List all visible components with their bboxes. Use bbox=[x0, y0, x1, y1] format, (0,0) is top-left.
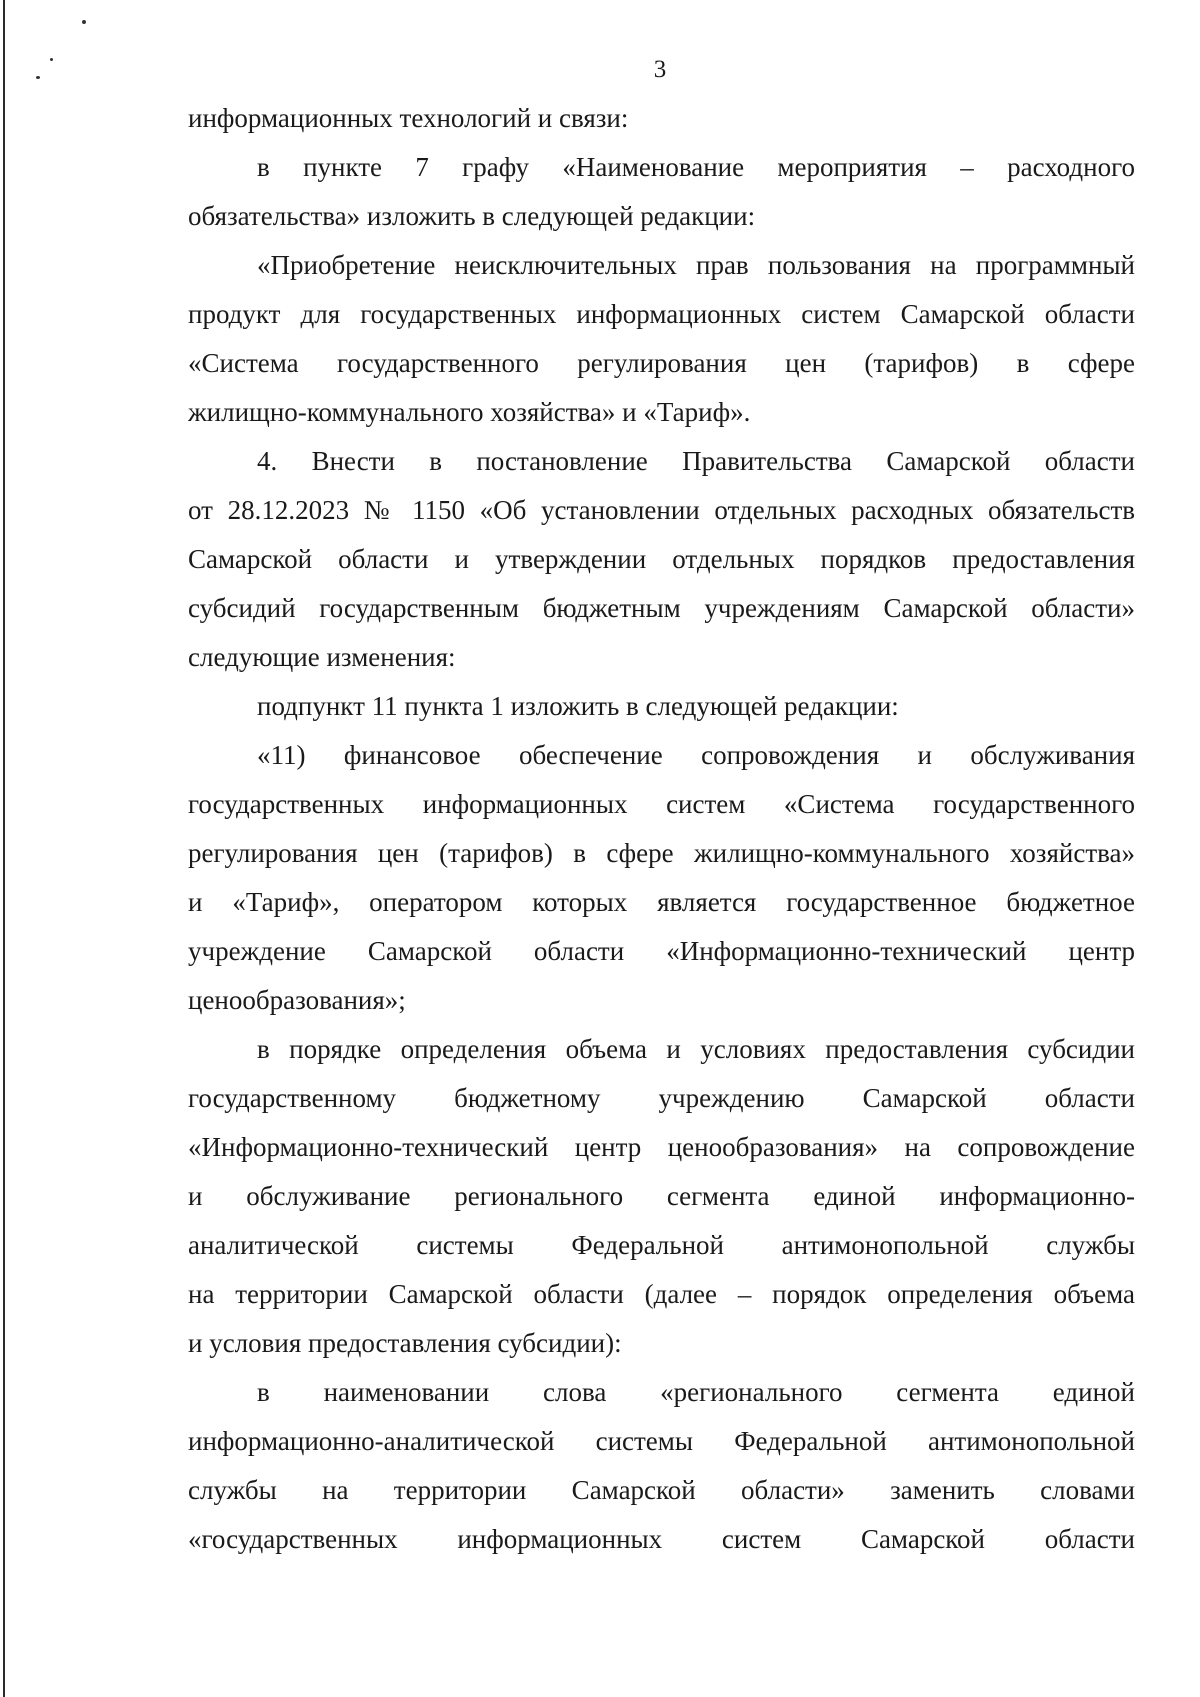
text-line: 4. Внести в постановление Правительства Самарской области bbox=[257, 446, 1135, 476]
text-line: учреждение Самарской области «Информационно-технический центр bbox=[188, 936, 1135, 966]
text-line: в порядке определения объема и условиях предоставления субсидии bbox=[257, 1034, 1135, 1064]
text-line: подпункт 11 пункта 1 изложить в следующей редакции: bbox=[257, 691, 899, 721]
text-line: информационно-аналитической системы Федеральной антимонопольной bbox=[188, 1426, 1135, 1456]
text-line: службы на территории Самарской области» заменить словами bbox=[188, 1475, 1135, 1505]
text-line: регулирования цен (тарифов) в сфере жилищно-коммунального хозяйства» bbox=[188, 838, 1135, 868]
text-line: жилищно-коммунального хозяйства» и «Тариф». bbox=[188, 397, 751, 427]
text-line: «Приобретение неисключительных прав пользования на программный bbox=[257, 250, 1135, 280]
text-line: «Информационно-технический центр ценообразования» на сопровождение bbox=[188, 1132, 1135, 1162]
text-line: «11) финансовое обеспечение сопровождения и обслуживания bbox=[257, 740, 1135, 770]
scan-left-edge bbox=[3, 0, 5, 1697]
text-line: «государственных информационных систем Самарской области bbox=[188, 1524, 1135, 1554]
text-line: продукт для государственных информационных систем Самарской области bbox=[188, 299, 1135, 329]
text-line: в пункте 7 графу «Наименование мероприятия – расходного bbox=[257, 152, 1135, 182]
document-body bbox=[188, 94, 1135, 1564]
text-line: и «Тариф», оператором которых является государственное бюджетное bbox=[188, 887, 1135, 917]
text-line: государственных информационных систем «Система государственного bbox=[188, 789, 1135, 819]
text-line: от 28.12.2023 № 1150 «Об установлении отдельных расходных обязательств bbox=[188, 495, 1135, 525]
text-line: и условия предоставления субсидии): bbox=[188, 1328, 622, 1358]
page-number: 3 bbox=[653, 56, 667, 83]
text-line: субсидий государственным бюджетным учреждениям Самарской области» bbox=[188, 593, 1135, 623]
text-line: ценообразования»; bbox=[188, 985, 406, 1015]
text-line: государственному бюджетному учреждению Самарской области bbox=[188, 1083, 1135, 1113]
text-line: и обслуживание регионального сегмента единой информационно- bbox=[188, 1181, 1135, 1211]
scan-speck bbox=[82, 20, 86, 24]
text-line: следующие изменения: bbox=[188, 642, 456, 672]
text-line: Самарской области и утверждении отдельных порядков предоставления bbox=[188, 544, 1135, 574]
text-line: аналитической системы Федеральной антимонопольной службы bbox=[188, 1230, 1135, 1260]
text-line: информационных технологий и связи: bbox=[188, 103, 629, 133]
text-line: «Система государственного регулирования цен (тарифов) в сфере bbox=[188, 348, 1135, 378]
text-line: в наименовании слова «регионального сегмента единой bbox=[257, 1377, 1135, 1407]
text-line: на территории Самарской области (далее – порядок определения объема bbox=[188, 1279, 1135, 1309]
text-line: обязательства» изложить в следующей редакции: bbox=[188, 201, 756, 231]
